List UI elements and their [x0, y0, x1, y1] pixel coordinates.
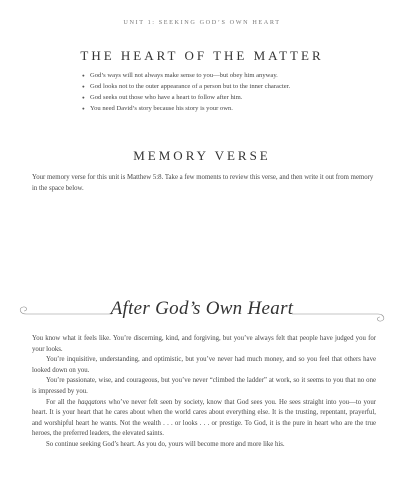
list-item: ● God looks not to the outer appearance of a person but to the inner character. — [82, 81, 362, 92]
list-item: ● You need David’s story because his story is your own. — [82, 103, 362, 114]
paragraph-start: For all the — [46, 398, 78, 406]
article-body — [32, 334, 376, 451]
paragraph: So continue seeking God’s heart. As you do, yours will become more and more like his. — [46, 440, 285, 448]
paragraph-rest: who’ve never felt seen by society, know that God sees you. He sees straight into you—to your heart. It is your heart that he cares about when the world cares about everything else. It is the trusting, repentant, prayerful, and worshipful heart he wants. Not the wealth . . . or looks . . . or prestige. To God, it is the pure in heart who are the true heroes, the preferred leaders, the elevated saints. — [32, 398, 376, 438]
paragraph: You’re passionate, wise, and courageous, but you’ve never “climbed the ladder” at work, so it seems to you that no one is impressed by you. — [32, 377, 376, 395]
paragraph — [32, 398, 376, 440]
memory-verse-title: MEMORY VERSE — [133, 148, 271, 163]
paragraph: You’re inquisitive, understanding, and optimistic, but you’ve never had much money, and so you feel that others have looked down on you. — [32, 356, 376, 374]
memory-verse-instructions: Your memory verse for this unit is Matthew 5:8. Take a few moments to review this verse, and then write it out from memory in the space below. — [32, 174, 374, 192]
list-item: ● God’s ways will not always make sense to you—but obey him anyway. — [82, 70, 362, 81]
key-points-list — [82, 70, 362, 114]
paragraph: You know what it feels like. You’re discerning, kind, and forgiving, but you’ve always felt that people have judged you for your looks. — [32, 335, 376, 353]
after-gods-heart-title: After God’s Own Heart — [110, 298, 294, 319]
list-item: ● God seeks out those who have a heart to follow after him. — [82, 92, 362, 103]
hebrew-term: haqqatons — [77, 398, 107, 406]
running-head: UNIT 1: SEEKING GOD’S OWN HEART — [123, 19, 281, 26]
heart-of-matter-title: THE HEART OF THE MATTER — [80, 48, 324, 63]
